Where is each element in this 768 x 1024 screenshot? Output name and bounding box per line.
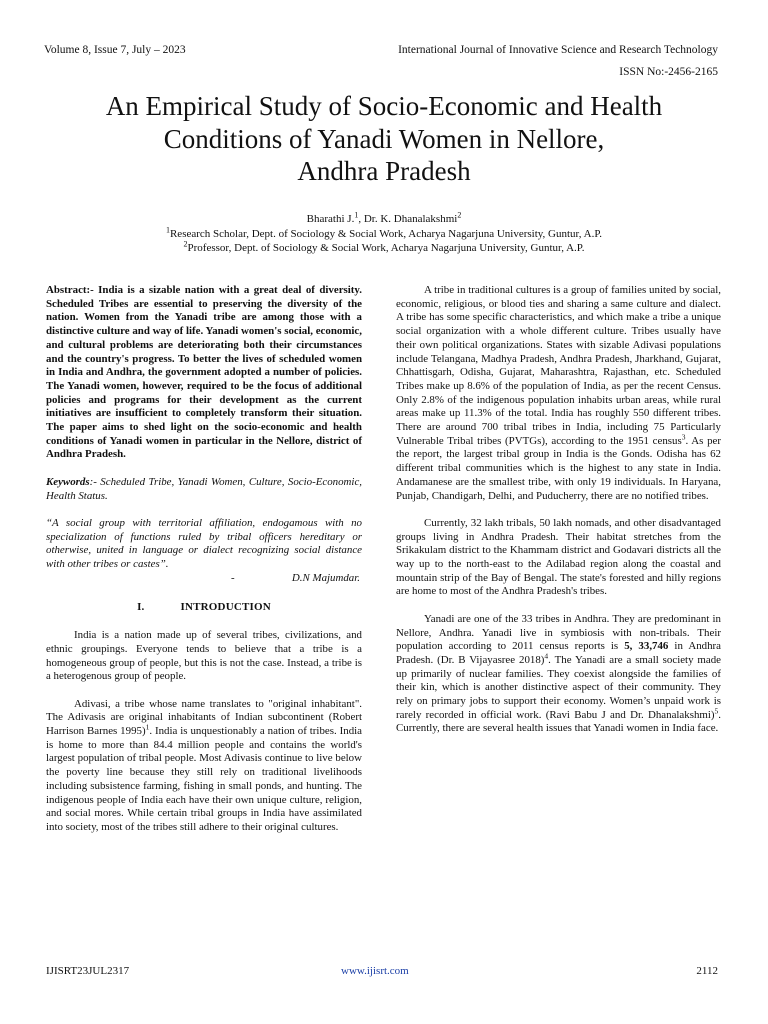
journal-website-link[interactable]: www.ijisrt.com — [341, 965, 409, 977]
epigraph-quote: “A social group with territorial affiliation, endogamous with no specialization of functions ruled by tribal officers hereditary or otherwise, united in language or dialect recognizing social distance with other tribes or castes”. — [46, 516, 362, 571]
page-number: 2112 — [696, 965, 718, 977]
title-line-2: Conditions of Yanadi Women in Nellore, — [163, 123, 605, 154]
author-block — [0, 212, 768, 256]
paper-id: IJISRT23JUL2317 — [46, 965, 130, 977]
paragraph: A tribe in traditional cultures is a group of families united by social, economic, religious, or blood ties and sharing a same culture and dialect. A tribe has some specific characteristics, and which make a tribe a unique social organization with a whole different culture. Tribes usually have their own political organizations. States with sizable Adivasi populations include Telangana, Madhya Pradesh, Andhra Pradesh, Jharkhand, Gujarat, Chhattisgarh, Odisha, Gujarat, Maharashtra, Rajasthan, etc. Scheduled Tribes make up 8.6% of the population of India, as per the recent Census. Only 2.8% of the indigenous population inhabits urban areas, while rural areas make up 11.3% of the total. India has roughly 550 different tribes. There are around 700 tribal tribes in India, including 75 Particularly Vulnerable Tribal tribes (PVTGs), according to the 1951 census$^3$. As per the report, the largest tribal group in India is the Gonds. Odisha has 62 different tribal communities which is the highest to any state in India. Andamanese are the smallest tribe, with only 19 individuals. In Haryana, Punjab, Chandigarh, Delhi, and Puducherry, there are no notified tribes. — [396, 284, 721, 502]
paper-title — [40, 90, 728, 188]
paragraph: India is a nation made up of several tribes, civilizations, and ethnic groupings. Everyone tends to believe that a tribe is a homogeneous group of people, but this is not the case. Instead, a tribe is a heterogenous group of people. — [46, 629, 362, 683]
section-heading-introduction: I. INTRODUCTION — [137, 601, 271, 614]
journal-name: International Journal of Innovative Science and Research Technology — [398, 44, 718, 56]
epigraph-attribution: - D.N Majumdar. — [231, 571, 360, 584]
affiliation-1: $^1$Research Scholar, Dept. of Sociology & Social Work, Acharya Nagarjuna University, Guntur, A.P. — [165, 224, 603, 240]
title-line-1: An Empirical Study of Socio-Economic and Health — [105, 91, 663, 121]
paragraph: Adivasi, a tribe whose name translates to "original inhabitant". The Adivasis are original inhabitants of Indian subcontinent (Robert Harrison Barnes 1995)$^1$. India is unquestionably a nation of tribes. India is home to more than 84.4 million people and contains the world's largest population of tribal people. Most Adivasis continue to live below the poverty line because they still rely on traditional livelihoods including subsistence farming, fishing in small ponds, and hunting. The indigenous people of India each have their own unique culture, religion, and social mores. While certain tribal groups in India have assimilated into society, most of the tribes still adhere to their original cultures. — [46, 697, 362, 833]
right-column — [396, 284, 721, 750]
paragraph: Yanadi are one of the 33 tribes in Andhra. They are predominant in Nellore, Andhra. Yanadi live in symbiosis with non-tribals. Their population according to 2011 census reports is 5, 33,746 in Andhra Pradesh. (Dr. B Vijayasree 2018)$^4$. The Yanadi are a small society made up primarily of nuclear families. They coexist alongside the families of their kin, which is another distinctive aspect of their community. They rely on primary jobs to support their economy. Women’s unpaid work is rarely recorded in official work. (Ravi Babu J and Dr. Dhanalakshmi)$^5$. Currently, there are several health issues that Yanadi women in India face. — [396, 612, 722, 735]
issn: ISSN No:-2456-2165 — [619, 66, 718, 78]
title-line-3: Andhra Pradesh — [297, 156, 471, 186]
author-names: Bharathi J.$^1$, Dr. K. Dhanalakshmi$^2$ — [306, 210, 462, 225]
affiliation-2: $^2$Professor, Dept. of Sociology & Social Work, Acharya Nagarjuna University, Guntur, A.P. — [183, 239, 585, 254]
abstract: Abstract:- India is a sizable nation with a great deal of diversity. Scheduled Tribes are essential to preserving the diversity of the nation. Women from the Yanadi tribe are among those with a distinctive culture and way of life. Yanadi women's social, economic, and cultural problems are deteriorating both their circumstances and the country's progress. To better the lives of scheduled women in India and Andhra, the government adopted a number of policies. The Yanadi women, however, required to be the focus of additional policies and programs for their development as the current initiatives are insufficient to completely transform their situation. The paper aims to shed light on the socio-economic and health conditions of Yanadi women in particular in the Nellore, district of Andhra Pradesh. — [46, 284, 362, 461]
keywords: Keywords:- Scheduled Tribe, Yanadi Women, Culture, Socio-Economic, Health Status. — [46, 475, 362, 502]
volume-issue: Volume 8, Issue 7, July – 2023 — [44, 44, 186, 56]
paragraph: Currently, 32 lakh tribals, 50 lakh nomads, and other disadvantaged groups living in Andhra Pradesh. Their habitat stretches from the Srikakulam district to the Khammam district and Godavari districts all the way up to the north-east to the Adilabad region along the coastal and mountain strip of the Bay of Bengal. The state's forested and hilly regions are home to most of the Andhra Pradesh's tribes. — [396, 516, 721, 598]
left-column — [46, 284, 362, 848]
